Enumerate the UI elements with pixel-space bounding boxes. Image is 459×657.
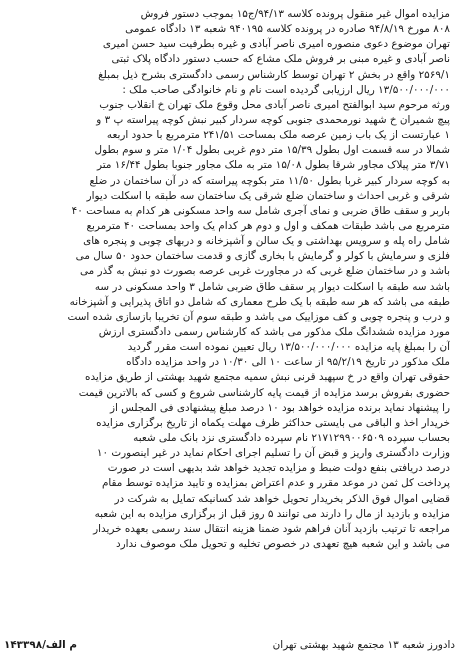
notice-line: مترمربع می باشد طبقات همکف و اول و دوم هر کدام یک واحد بمساحت ۴۰ مترمربع (86, 219, 450, 232)
notice-line: قضایی اموال فوق الذکر بخریدار تحویل خواهد شد کسانیکه تمایل به شرکت در (114, 492, 450, 505)
notice-line: ۲۵۶۹/۱ واقع در بخش ۲ تهران توسط کارشناس رسمی دادگستری بشرح ذیل بمبلغ (98, 68, 450, 81)
notice-line: و درب و پنجره چوبی و کف موزاییک می باشد و طبقه سوم آن تخریبا بازسازی شده است (67, 310, 450, 323)
notice-line: می باشد و این شعبه هیچ تعهدی در خصوص تخلیه و تحویل ملک موصوف ندارد (116, 537, 450, 550)
notice-line: فلزی و سرمایش با کولر و گرمایش با بخاری گازی و قدمت ساختمان حدود ۵۰ سال می (75, 250, 450, 263)
notice-line: ۱۳/۵۰۰/۰۰۰/۰۰۰ ریال ارزیابی گردیده است نام و نام خانوادگی صاحب ملک : (122, 83, 450, 96)
auction-notice-body (4, 3, 455, 653)
reference-number: م الف/۱۴۳۳۹۸ (4, 639, 77, 651)
notice-line: بحساب سپرده ۲۱۷۱۲۹۹۰۰۶۵۰۹ نام سپرده دادگستری نزد بانک ملی شعبه (133, 431, 450, 444)
notice-line: مزایده اموال غیر منقول پرونده کلاسه ۹۴/۱۳/ج۱۵ بموجب دستور فروش (140, 8, 450, 20)
notice-line: تهران موضوع دعوی منصوره امیری ناصر آبادی و غیره بطرفیت سید حسن امیری (102, 38, 450, 51)
notice-line: حقوقی تهران واقع در خ سپهبد قرنی نبش سمیه مجتمع شهید بهشتی از طریق مزایده (85, 371, 450, 384)
notice-line: ۸۰۸ مورخ ۹۴/۸/۱۹ صادره در پرونده کلاسه ۹۴۰۱۹۵ شعبه ۱۳ دادگاه عمومی (125, 23, 450, 36)
notice-line: مورد مزایده ششدانگ ملک مذکور می باشد که کارشناس رسمی دادگستری ارزش (98, 325, 450, 338)
notice-line: باربر و سقف طاق ضربی و نمای آجری شامل سه واحد مسکونی هر کدام به مساحت ۴۰ (71, 204, 450, 217)
notice-line: مزایده و بازدید از مال را دارند می توانند ۵ روز قبل از برگزاری مزایده به این شعبه (94, 507, 450, 520)
notice-line: خریدار اخذ و الباقی می بایستی حداکثر ظرف مهلت یکماه از تاریخ برگزاری مزایده (96, 416, 450, 429)
notice-line: درصد دریافتی بنفع دولت ضبط و مزایده تجدید خواهد شد بدیهی است در صورت (107, 462, 450, 475)
issuer-signature: دادورز شعبه ۱۳ مجتمع شهید بهشتی تهران (272, 639, 455, 651)
notice-footer (4, 637, 455, 653)
notice-line: ۱ عبارتست از یک باب زمین عرصه ملک بمساحت ۲۴۱/۵۱ مترمربع با حدود اربعه (106, 129, 450, 142)
notice-line: ناصر آبادی و غیره مبنی بر فروش ملک مشاع که حسب دستور دادگاه پلاک ثبتی (111, 53, 450, 66)
notice-line: مراجعه تا ترتیب بازدید آنان فراهم شود ضمنا هزینه انتقال سند رسمی بعهده خریدار (93, 522, 450, 535)
notice-line: به کوچه سردار کبیر غربا بطول ۱۱/۵۰ متر بکوچه پیراسته که در آن ساختمان در ضلع (89, 174, 450, 187)
notice-line: را پیشنهاد نماید برنده مزایده خواهد بود ۱۰ درصد مبلغ پیشنهادی فی المجلس از (109, 401, 450, 414)
notice-line: حضوری بفروش برسد مزایده از قیمت پایه کارشناسی شروع و کسی که بالاترین قیمت (78, 386, 450, 399)
notice-line: شمالا در سه قسمت اول بطول ۱۵/۳۹ متر دوم غربی بطول ۱/۰۴ متر و سوم بطول (94, 144, 450, 157)
notice-line: ۳/۷۱ متر پیلاک مجاور شرقا بطول ۱۵/۰۸ متر به ملک مجاور جنوبا بطول ۱۶/۴۴ متر (97, 159, 450, 172)
notice-line: طبقه می باشد که هر سه طبقه با یک طرح معماری که شامل دو اتاق پذیرایی و آشپزخانه (69, 295, 450, 308)
notice-line: آن را بمبلغ پایه مزایده ۱۳/۵۰۰/۰۰۰/۰۰۰ ریال تعیین نموده است مقرر گردید (127, 341, 450, 354)
notice-line: پرداخت کل ثمن در موعد مقرر و عدم اعتراض بمزایده و تایید مزایده توسط مقام (101, 477, 450, 490)
notice-line: شامل راه پله و سرویس بهداشتی و یک سالن و آشپزخانه و دربهای چوبی و پنجره های (83, 235, 450, 248)
notice-line: وزارت دادگستری واریز و قبض آن را تسلیم اجرای احکام نماید در غیر اینصورت ۱۰ (96, 447, 450, 460)
notice-line: ملک مذکور در تاریخ ۹۵/۲/۱۹ از ساعت ۱۰ الی ۱۰/۳۰ در واحد مزایده دادگاه (126, 356, 450, 369)
notice-line: شرقی و غربی احداث و ساختمان ضلع شرقی یک ساختمان سه طبقه با اسکلت دیوار (86, 189, 450, 202)
notice-line: ورثه مرحوم سید ابوالفتح امیری ناصر آبادی محل وقوع ملک تهران خ انقلاب جنوب (99, 98, 450, 111)
notice-line: باشد سه طبقه با اسکلت دیوار پر سقف طاق ضربی شامل ۳ واحد مسکونی در سه (94, 280, 450, 293)
notice-line: پیچ شمیران خ شهید نورمحمدی جنوبی کوچه سردار کبیر نبش کوچه پیراسته پ ۳ و (96, 113, 450, 126)
notice-line: باشد و در ساختمان ضلع غربی که در مجاورت غربی عرصه بصورت دو نبش به گذر می (79, 265, 450, 278)
